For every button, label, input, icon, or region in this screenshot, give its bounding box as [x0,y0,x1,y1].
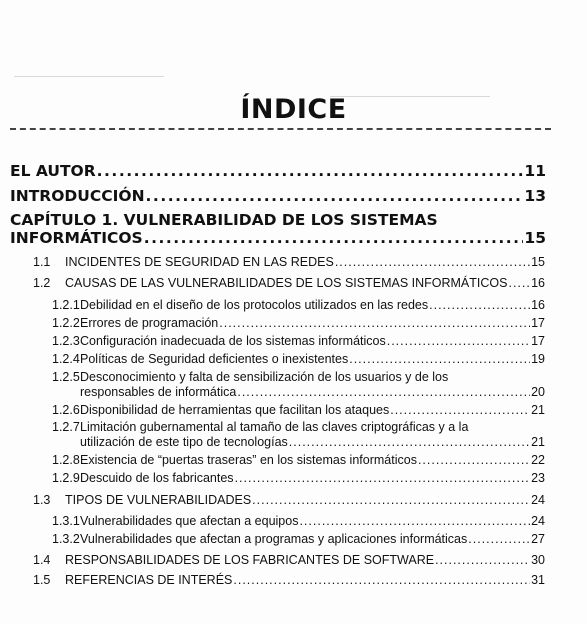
toc-entry [52,403,545,417]
title-divider [10,128,551,130]
leader-dots [235,471,531,485]
toc-entry [80,385,545,399]
toc-number: 1.2.1 [52,298,80,312]
toc-label: INCIDENTES DE SEGURIDAD EN LAS REDES [65,255,334,269]
toc-page-number: 24 [531,514,545,528]
toc-number: 1.2 [33,276,51,290]
toc-entry [52,532,545,546]
leader-dots [335,255,530,269]
toc-label-line1: Desconocimiento y falta de sensibilización de los usuarios y de los [80,370,449,384]
toc-entry [80,435,545,449]
toc-entry [33,255,545,269]
toc-page-number: 27 [531,532,545,546]
toc-page-number: 30 [531,553,545,567]
toc-label: RESPONSABILIDADES DE LOS FABRICANTES DE SOFTWARE [65,553,435,567]
toc-label-line1: Limitación gubernamental al tamaño de las claves criptográficas y a la [80,420,469,434]
leader-dots [237,385,530,399]
leader-dots [233,573,530,587]
toc-number: 1.2.9 [52,471,80,485]
leader-dots [387,334,530,348]
toc-page-number: 15 [524,229,546,247]
toc-chapter-label: EL AUTOR [10,162,96,180]
toc-page-number: 13 [524,187,546,205]
toc-page-number: 17 [531,334,545,348]
toc-label: Errores de programación [80,316,219,330]
leader-dots [252,493,530,507]
toc-label: Vulnerabilidades que afectan a programas y aplicaciones informáticas [80,532,468,546]
toc-entry [52,352,545,366]
leader-dots [468,532,530,546]
toc-number: 1.2.7 [52,420,80,434]
leader-dots [219,316,530,330]
toc-number: 1.3.1 [52,514,80,528]
leader-dots [508,276,530,290]
toc-page-number: 17 [531,316,545,330]
toc-entry [52,298,545,312]
toc-page-number: 16 [531,276,545,290]
toc-label: CAUSAS DE LAS VULNERABILIDADES DE LOS SISTEMAS INFORMÁTICOS [65,276,508,290]
toc-page-number: 21 [531,435,545,449]
toc-entry [52,316,545,330]
toc-number: 1.1 [33,255,51,269]
toc-label: responsables de informática [80,385,237,399]
toc-number: 1.2.5 [52,370,80,384]
toc-label: Políticas de Seguridad deficientes o inexistentes [80,352,349,366]
leader-dots [418,453,530,467]
leader-dots [299,514,530,528]
toc-entry [52,453,545,467]
toc-entry [52,514,545,528]
toc-label: Debilidad en el diseño de los protocolos utilizados en las redes [80,298,429,312]
toc-label: REFERENCIAS DE INTERÉS [65,573,233,587]
leader-dots [349,352,530,366]
toc-page-number: 11 [524,162,546,180]
toc-entry-line1 [52,420,545,434]
toc-page-number: 24 [531,493,545,507]
toc-page-number: 21 [531,403,545,417]
toc-label: Existencia de “puertas traseras” en los sistemas informáticos [80,453,417,467]
toc-label: Descuido de los fabricantes [80,471,234,485]
toc-label: Vulnerabilidades que afectan a equipos [80,514,299,528]
toc-label: TIPOS DE VULNERABILIDADES [65,493,252,507]
toc-chapter [10,229,546,247]
toc-number: 1.3 [33,493,51,507]
toc-entry [33,493,545,507]
toc-page-number: 20 [531,385,545,399]
leader-dots [146,187,524,205]
toc-label: utilización de este tipo de tecnologías [80,435,288,449]
leader-dots [390,403,530,417]
toc-chapter-label: INFORMÁTICOS [10,229,143,247]
toc-chapter [10,187,546,205]
toc-number: 1.2.8 [52,453,80,467]
scan-mark [14,76,164,77]
leader-dots [429,298,530,312]
leader-dots [97,162,524,180]
toc-entry-line1 [52,370,545,384]
toc-number: 1.5 [33,573,51,587]
toc-page-number: 19 [531,352,545,366]
toc-page-number: 22 [531,453,545,467]
toc-label: Configuración inadecuada de los sistemas informáticos [80,334,386,348]
toc-number: 1.2.2 [52,316,80,330]
toc-page-number: 23 [531,471,545,485]
toc-number: 1.3.2 [52,532,80,546]
page-title: ÍNDICE [240,94,347,125]
toc-number: 1.2.3 [52,334,80,348]
leader-dots [435,553,530,567]
toc-page-number: 15 [531,255,545,269]
toc-entry [33,553,545,567]
toc-label: Disponibilidad de herramientas que facilitan los ataques [80,403,390,417]
toc-entry [33,276,545,290]
leader-dots [289,435,530,449]
toc-number: 1.4 [33,553,51,567]
toc-number: 1.2.6 [52,403,80,417]
toc-number: 1.2.4 [52,352,80,366]
toc-page-number: 16 [531,298,545,312]
leader-dots [144,229,524,247]
toc-entry [52,471,545,485]
toc-chapter-line1 [10,211,546,229]
toc-chapter-label: CAPÍTULO 1. VULNERABILIDAD DE LOS SISTEMAS [10,211,438,229]
toc-entry [52,334,545,348]
toc-chapter [10,162,546,180]
toc-page-number: 31 [531,573,545,587]
toc-entry [33,573,545,587]
toc-chapter-label: INTRODUCCIÓN [10,187,145,205]
